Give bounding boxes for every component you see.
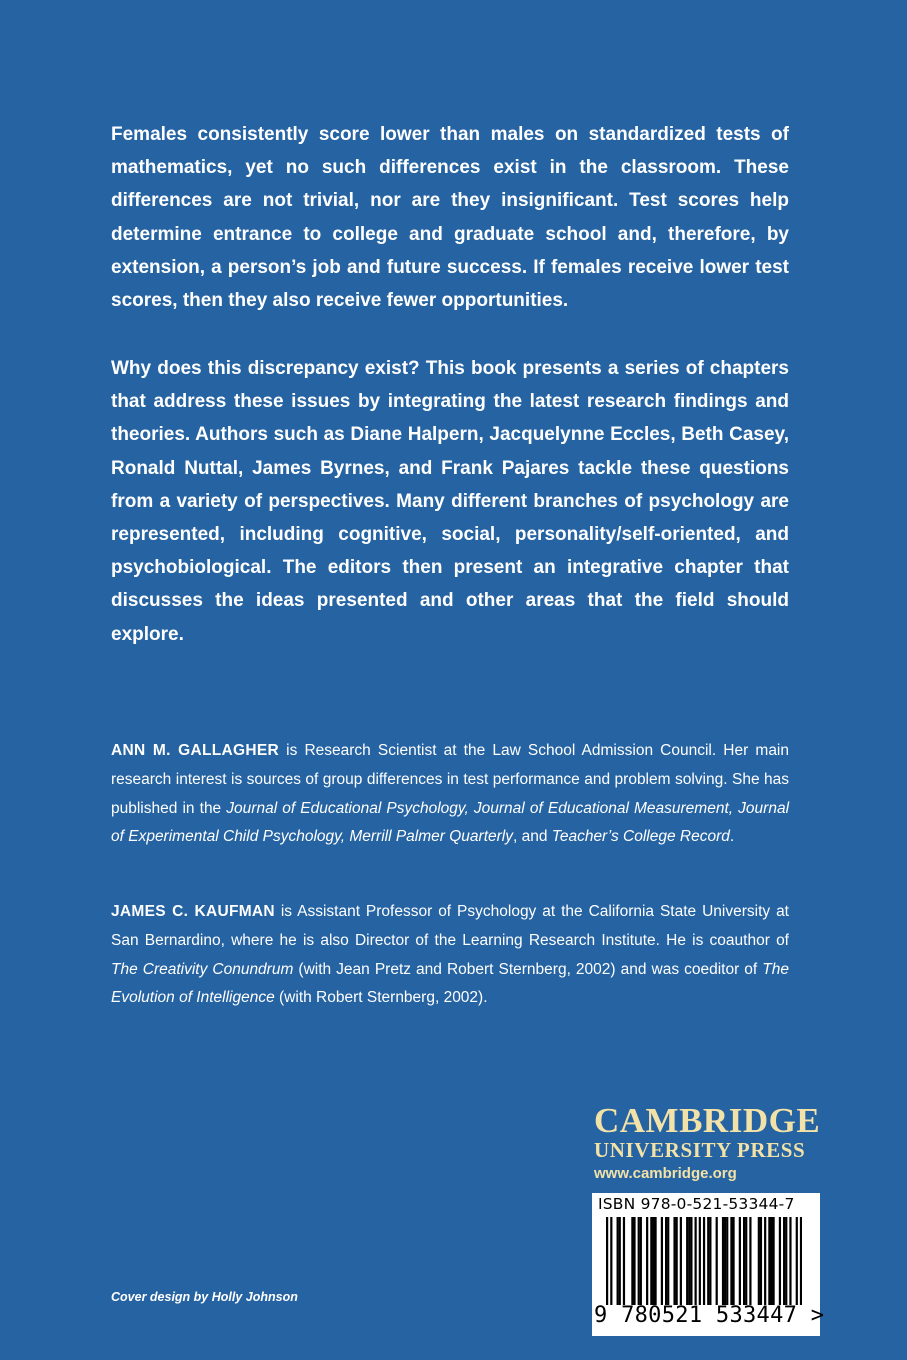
barcode-bar <box>673 1217 675 1305</box>
author-bio-kaufman <box>111 898 789 1013</box>
barcode-bar <box>722 1217 724 1305</box>
barcode-bar <box>654 1217 656 1305</box>
barcode-bar <box>619 1217 621 1305</box>
barcode-bar <box>732 1217 734 1305</box>
author-bio-gallagher <box>111 737 789 852</box>
book-title: The Creativity Conundrum <box>111 960 294 978</box>
journal-title: Teacher’s College Record <box>551 828 730 846</box>
barcode-bar <box>652 1217 654 1305</box>
publisher-name: CAMBRIDGE <box>594 1101 821 1140</box>
barcode-bar <box>716 1217 718 1305</box>
barcode-bar <box>650 1217 652 1305</box>
barcode-bar <box>640 1217 642 1305</box>
author-name: JAMES C. KAUFMAN <box>111 903 275 920</box>
barcode-bar <box>764 1217 766 1305</box>
blurb-paragraph-1: Females consistently score lower than males on standardized tests of mathematics, yet no such differences exist in the classroom. These differences are not trivial, nor are they insignificant. Test scores help determine entrance to college and graduate school and, therefore, by extension, a person’s job and future success. If females receive lower test scores, then they also receive fewer opportunities. <box>111 124 789 312</box>
barcode-bar <box>707 1217 709 1305</box>
publisher-url: www.cambridge.org <box>594 1165 737 1182</box>
cover-design-credit: Cover design by Holly Johnson <box>111 1290 298 1304</box>
barcode-bar <box>688 1217 690 1305</box>
barcode-bar <box>726 1217 728 1305</box>
barcode-bar <box>772 1217 774 1305</box>
barcode-bar <box>690 1217 692 1305</box>
barcode-bar <box>638 1217 640 1305</box>
bio-text: (with Robert Sternberg, 2002). <box>274 989 488 1007</box>
barcode-bar <box>760 1217 762 1305</box>
barcode-bar <box>667 1217 669 1305</box>
barcode-bar <box>661 1217 663 1305</box>
barcode-bar <box>709 1217 711 1305</box>
barcode-bar <box>758 1217 760 1305</box>
barcode-bar <box>800 1217 802 1305</box>
barcode-bars <box>606 1217 802 1305</box>
barcode-bar <box>739 1217 741 1305</box>
barcode-digits: 9 780521 533447 > <box>594 1303 825 1328</box>
barcode-bar <box>789 1217 791 1305</box>
isbn-barcode <box>592 1193 825 1336</box>
barcode-bar <box>631 1217 633 1305</box>
barcode-bar <box>770 1217 772 1305</box>
barcode-bar <box>783 1217 785 1305</box>
bio-text: is Research Scientist at the Law School Admission Council. Her main research interest is sources of group differences in test performance and problem solving. She has published in the <box>111 742 789 817</box>
barcode-bar <box>730 1217 732 1305</box>
blurb-paragraph-2: Why does this discrepancy exist? This book presents a series of chapters that address these issues by integrating the latest research findings and theories. Authors such as Diane Halpern, Jacquelynne Eccles, Beth Casey, Ronald Nuttal, James Byrnes, and Frank Pajares tackle these questions from a variety of perspectives. Many different branches of psychology are represented, including cognitive, social, personality/self-oriented, and psychobiological. The editors then present an integrative chapter that discusses the ideas presented and other areas that the field should explore. <box>111 358 789 645</box>
barcode-bar <box>745 1217 747 1305</box>
isbn-label: ISBN 978-0-521-53344-7 <box>598 1195 795 1213</box>
barcode-bar <box>703 1217 705 1305</box>
barcode-bar <box>686 1217 688 1305</box>
bio-text: (with Jean Pretz and Robert Sternberg, 2002) and was coeditor of <box>293 960 763 978</box>
publisher-logo <box>594 1101 821 1186</box>
barcode-bar <box>699 1217 701 1305</box>
barcode-bar <box>680 1217 682 1305</box>
barcode-bar <box>749 1217 751 1305</box>
author-name: ANN M. GALLAGHER <box>111 742 280 759</box>
journal-list: Journal of Educational Psychology, Journal of Educational Measurement, Journal of Experimental Child Psychology, Merrill Palmer Quarterly <box>111 799 790 846</box>
bio-text: is Assistant Professor of Psychology at the California State University at San Bernardino, where he is also Director of the Learning Research Institute. He is coauthor of <box>111 903 789 949</box>
barcode-bar <box>768 1217 770 1305</box>
bio-text: . <box>729 828 735 846</box>
barcode-bar <box>610 1217 612 1305</box>
barcode-bar <box>665 1217 667 1305</box>
barcode-bar <box>676 1217 678 1305</box>
publisher-subtitle: UNIVERSITY PRESS <box>594 1138 806 1162</box>
barcode-bar <box>617 1217 619 1305</box>
barcode-bar <box>633 1217 635 1305</box>
barcode-bar <box>646 1217 648 1305</box>
barcode-bar <box>724 1217 726 1305</box>
barcode-bar <box>623 1217 625 1305</box>
barcode-bar <box>743 1217 745 1305</box>
barcode-bar <box>606 1217 608 1305</box>
book-title: The Evolution of Intelligence <box>111 960 789 1007</box>
barcode-bar <box>785 1217 787 1305</box>
barcode-bar <box>695 1217 697 1305</box>
bio-text: , and <box>513 828 552 846</box>
barcode-bar <box>779 1217 781 1305</box>
barcode-bar <box>796 1217 798 1305</box>
